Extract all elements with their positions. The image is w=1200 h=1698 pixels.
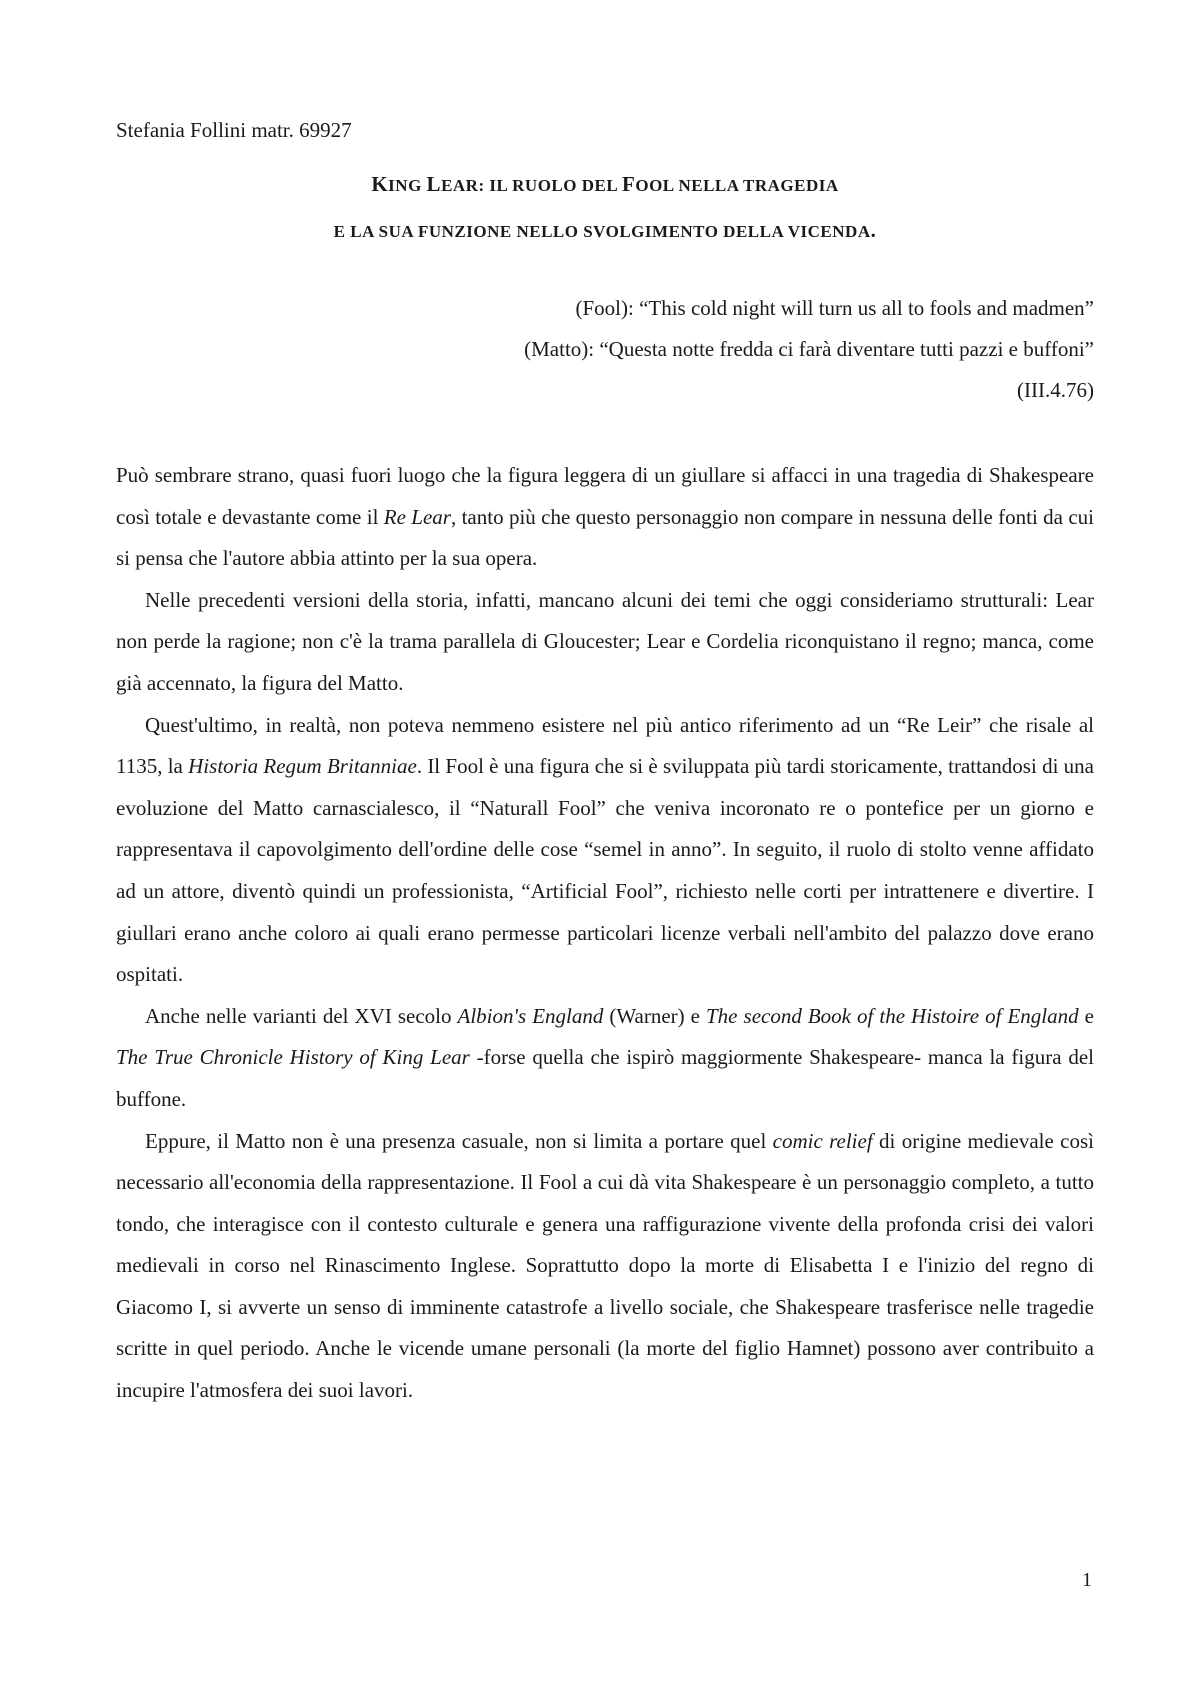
paragraph-4-text-a: Anche nelle varianti del XVI secolo [145, 1003, 458, 1028]
paragraph-4-text-b: (Warner) e [603, 1003, 706, 1028]
paragraph-1-text-b: , tanto più che questo personaggio non compare in nessuna delle fonti da cui si pensa che l'autore abbia attinto per la sua opera. [116, 504, 1095, 571]
epigraph-line-1: (Fool): “This cold night will turn us all to fools and madmen” [575, 296, 1094, 320]
title-f: F [622, 172, 636, 196]
title-end: NELLA TRAGEDIA [673, 176, 839, 195]
title-ool: OOL [635, 176, 674, 195]
page-number: 1 [1082, 1569, 1092, 1591]
paragraph-1 [116, 455, 1094, 580]
paragraph-3 [116, 705, 1094, 996]
paragraph-4-italic-1: Albion's England [457, 1003, 604, 1028]
paragraph-1-text-a: Può sembrare strano, quasi fuori luogo che la figura leggera di un giullare si affacci in una tragedia di Shakespeare così totale e devastante come il [116, 463, 1094, 529]
paragraph-2: Nelle precedenti versioni della storia, infatti, mancano alcuni dei temi che oggi consideriamo strutturali: Lear non perde la ragione; non c'è la trama parallela di Gloucester; Lear e Cordelia riconquistano il regno; manca, come già accennato, la figura del Matto. [116, 587, 1094, 695]
title-line-2-dot: . [870, 218, 877, 242]
epigraph-line-2: (Matto): “Questa notte fredda ci farà diventare tutti pazzi e buffoni” [524, 337, 1094, 361]
paragraph-1-italic: Re Lear [383, 504, 451, 529]
title-ear: EAR [441, 176, 479, 195]
title-l: L [426, 172, 442, 196]
title-line-1 [116, 168, 1094, 202]
paragraph-4-italic-2: The second Book of the Histoire of England [706, 1003, 1079, 1028]
paragraph-5-italic: comic relief [772, 1128, 873, 1153]
paragraph-3-text-b: . Il Fool è una figura che si è sviluppata più tardi storicamente, trattandosi di una evoluzione del Matto carnascialesco, il “Naturall Fool” che veniva incoronato re o pontefice per un giorno e rappresentava il capovolgimento dell'ordine delle cose “semel in anno”. In seguito, il ruolo di stolto venne affidato ad un attore, diventò quindi un professionista, “Artificial Fool”, richiesto nelle corti per intrattenere e divertire. I giullari erano anche coloro ai quali erano permesse particolari licenze verbali nell'ambito del palazzo dove erano ospitati. [116, 754, 1094, 987]
paragraph-5-text-b: di origine medievale così necessario all'economia della rappresentazione. Il Fool a cui dà vita Shakespeare è un personaggio completo, a tutto tondo, che interagisce con il contesto culturale e genera una raffigurazione vivente della profonda crisi dei valori medievali in corso nel Rinascimento Inglese. Soprattutto dopo la morte di Elisabetta I e l'inizio del regno di Giacomo I, si avverte un senso di imminente catastrofe a livello sociale, che Shakespeare trasferisce nelle tragedie scritte in quel periodo. Anche le vicende umane personali (la morte del figlio Hamnet) possono aver contribuito a incupire l'atmosfera dei suoi lavori. [116, 1128, 1094, 1403]
paragraph-4-text-d: -forse quella che ispirò maggiormente Shakespeare- manca la figura del buffone. [116, 1045, 1094, 1111]
paragraph-3-italic: Historia Regum Britanniae [188, 754, 417, 779]
body-text [116, 455, 1094, 1412]
paragraph-5 [116, 1121, 1094, 1412]
epigraph [116, 288, 1094, 411]
paragraph-4-text-c: e [1078, 1003, 1094, 1028]
paragraph-3-text-a: Quest'ultimo, in realtà, non poteva nemmeno esistere nel più antico riferimento ad un “Re Leir” che risale al 1135, la [116, 712, 1094, 779]
epigraph-citation: (III.4.76) [1017, 378, 1094, 402]
page-content [116, 114, 1094, 1412]
author-line: Stefania Follini matr. 69927 [116, 118, 352, 142]
title-line-2 [116, 214, 1094, 248]
title-k: K [371, 172, 389, 196]
paragraph-4 [116, 996, 1094, 1121]
title-line-2-text: E LA SUA FUNZIONE NELLO SVOLGIMENTO DELLA VICENDA [333, 222, 871, 241]
paragraph-4-italic-3: The True Chronicle History of King Lear [116, 1045, 470, 1070]
title-mid: : IL RUOLO DEL [478, 176, 623, 195]
paragraph-5-text-a: Eppure, il Matto non è una presenza casuale, non si limita a portare quel [145, 1128, 773, 1153]
title-ing: ING [388, 176, 427, 195]
